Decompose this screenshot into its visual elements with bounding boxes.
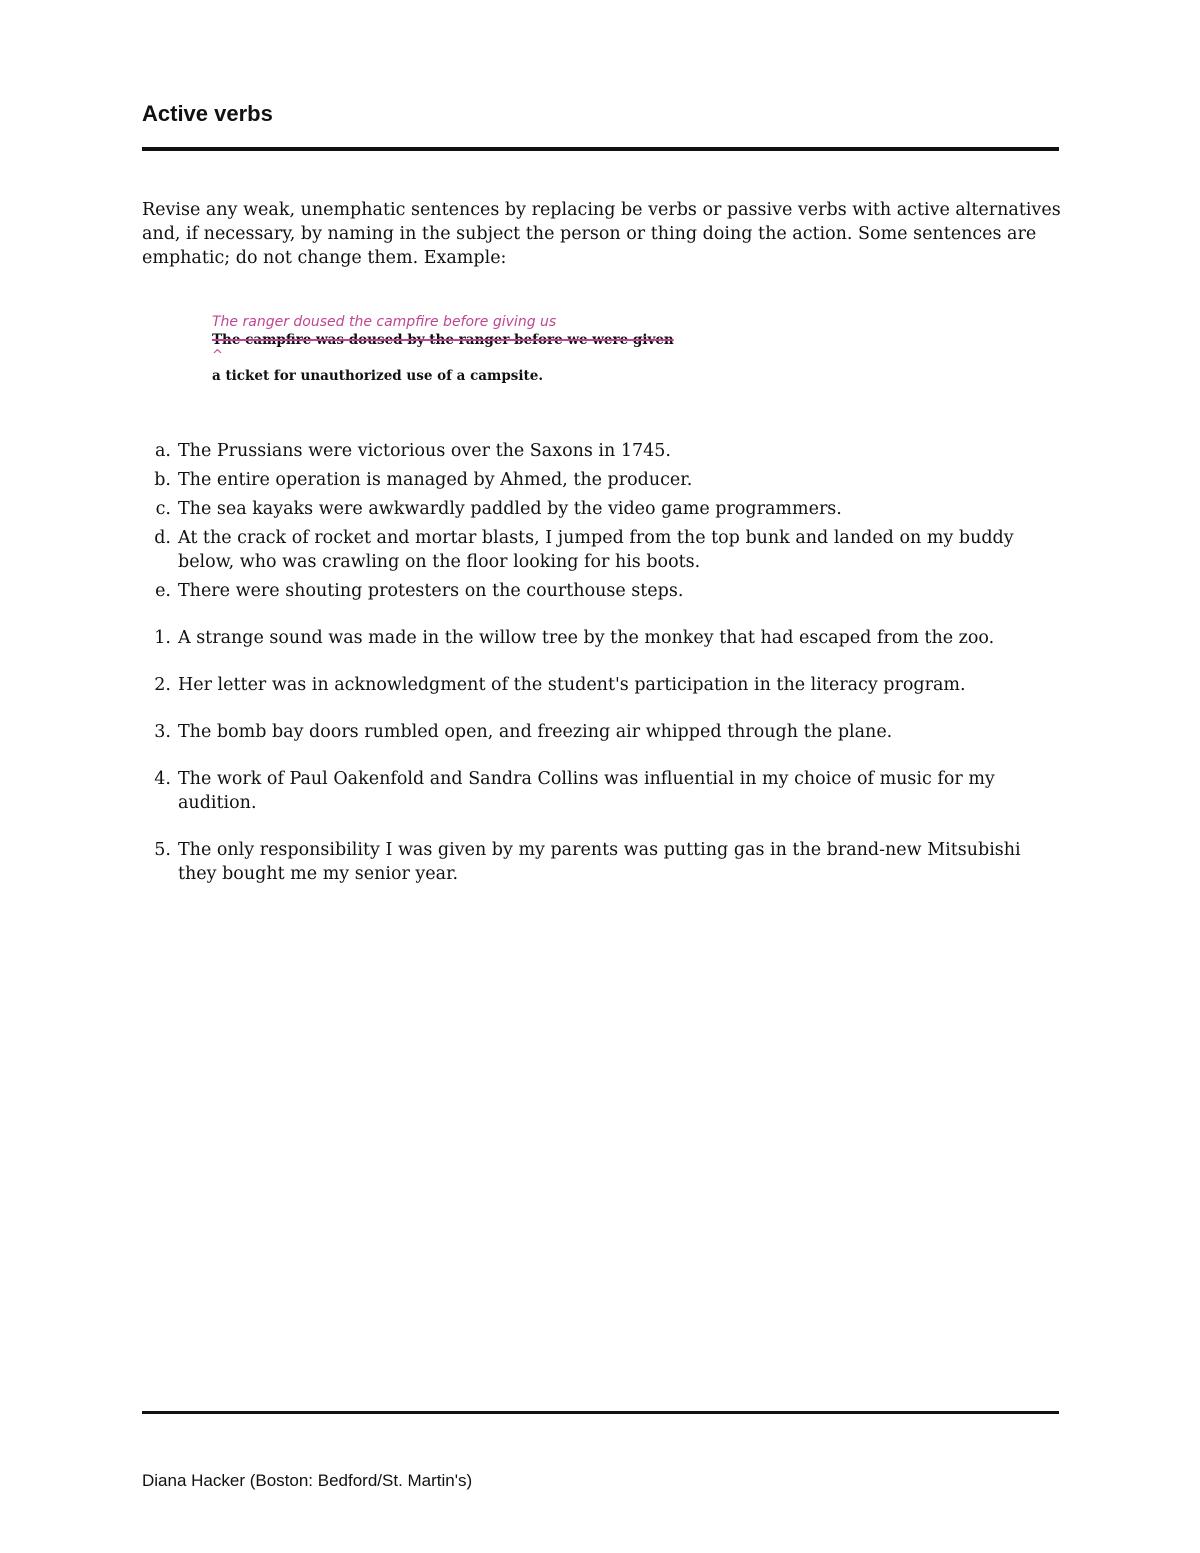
item-text: The entire operation is managed by Ahmed, the producer. <box>178 470 693 490</box>
page-title: Active verbs <box>142 101 273 126</box>
insertion-caret-icon: ^ <box>212 348 223 363</box>
item-marker: b. <box>154 470 171 490</box>
item-marker: d. <box>154 528 171 548</box>
list-item <box>142 439 1062 463</box>
item-text: A strange sound was made in the willow tree by the monkey that had escaped from the zoo. <box>178 628 995 648</box>
list-item <box>142 468 1062 492</box>
item-marker: a. <box>155 441 171 461</box>
example-struck-text: The campfire was doused by the ranger before we were given <box>212 332 674 348</box>
numbered-exercise-list <box>142 626 1062 909</box>
bottom-divider <box>142 1411 1059 1414</box>
item-marker: 3. <box>154 722 171 742</box>
list-item <box>142 720 1062 744</box>
lettered-exercise-list <box>142 439 1062 608</box>
example-remainder-text: a ticket for unauthorized use of a campsite. <box>212 368 544 384</box>
example-revision-text: The ranger doused the campfire before giving us <box>212 314 557 330</box>
item-text: The work of Paul Oakenfold and Sandra Collins was influential in my choice of music for my audition. <box>178 769 995 813</box>
item-marker: 4. <box>154 769 171 789</box>
list-item <box>142 579 1062 603</box>
instructions-paragraph: Revise any weak, unemphatic sentences by replacing be verbs or passive verbs with active alternatives and, if necessary, by naming in the subject the person or thing doing the action. Some sentences are emphatic; do not change them. Example: <box>142 200 1061 268</box>
item-text: Her letter was in acknowledgment of the student's participation in the literacy program. <box>178 675 966 695</box>
list-item <box>142 626 1062 650</box>
list-item <box>142 767 1062 815</box>
item-marker: 2. <box>154 675 171 695</box>
item-text: The bomb bay doors rumbled open, and freezing air whipped through the plane. <box>178 722 893 742</box>
item-marker: 1. <box>154 628 171 648</box>
list-item <box>142 838 1062 886</box>
item-text: At the crack of rocket and mortar blasts, I jumped from the top bunk and landed on my buddy below, who was crawling on the floor looking for his boots. <box>178 528 1014 572</box>
top-divider <box>142 147 1059 151</box>
list-item <box>142 526 1062 574</box>
item-marker: c. <box>155 499 171 519</box>
item-text: There were shouting protesters on the courthouse steps. <box>178 581 684 601</box>
item-text: The Prussians were victorious over the Saxons in 1745. <box>178 441 671 461</box>
item-text: The sea kayaks were awkwardly paddled by the video game programmers. <box>178 499 842 519</box>
list-item <box>142 497 1062 521</box>
item-marker: e. <box>155 581 171 601</box>
footer-citation: Diana Hacker (Boston: Bedford/St. Martin's) <box>142 1471 473 1490</box>
item-text: The only responsibility I was given by my parents was putting gas in the brand-new Mitsubishi they bought me my senior year. <box>178 840 1021 884</box>
list-item <box>142 673 1062 697</box>
item-marker: 5. <box>154 840 171 860</box>
